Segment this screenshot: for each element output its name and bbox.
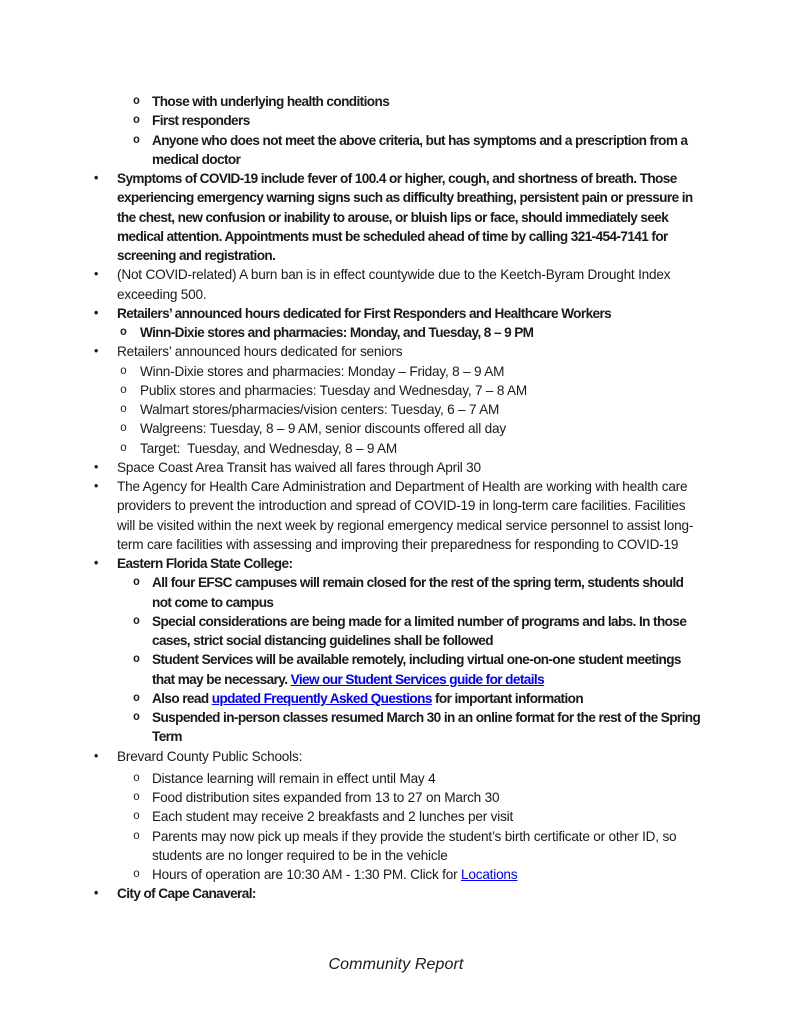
text-segment: Suspended in-person classes resumed March 30 in an online format for the rest of the Spring Term — [152, 710, 704, 745]
disc-bullet-icon: • — [94, 267, 99, 282]
text-segment: Student Services will be available remotely, including virtual one-on-one student meetings that may be necessary. — [152, 652, 685, 687]
text-segment: Eastern Florida State College: — [117, 556, 293, 571]
text-segment: Each student may receive 2 breakfasts and 2 lunches per visit — [152, 809, 514, 825]
list-item — [0, 554, 792, 573]
circle-bullet-icon: o — [120, 326, 127, 339]
text-segment: Food distribution sites expanded from 13 to 27 on March 30 — [152, 790, 500, 805]
list-item-text — [140, 400, 696, 419]
list-item — [0, 747, 792, 766]
list-item-text — [152, 827, 704, 866]
text-segment: Retailers’ announced hours dedicated for First Responders and Healthcare Workers — [117, 305, 612, 321]
list-item — [0, 477, 792, 554]
circle-bullet-icon: o — [133, 114, 140, 128]
list-item — [0, 265, 792, 304]
circle-bullet-icon: o — [133, 711, 140, 724]
disc-bullet-icon: • — [94, 459, 99, 474]
list-item-text — [117, 747, 707, 766]
bullet-list — [0, 92, 792, 904]
list-item — [0, 131, 792, 170]
list-item-text — [152, 769, 704, 788]
disc-bullet-icon: • — [94, 305, 99, 320]
circle-bullet-icon: o — [133, 576, 140, 590]
list-item — [0, 689, 792, 708]
text-segment: First responders — [152, 113, 250, 129]
list-item — [0, 807, 792, 826]
list-item-text — [152, 650, 704, 689]
circle-bullet-icon: o — [133, 95, 140, 108]
text-segment: (Not COVID-related) A burn ban is in effect countywide due to the Keetch-Byram Drought Index exceeding 500. — [117, 267, 674, 302]
text-segment: Retailers’ announced hours dedicated for seniors — [117, 344, 403, 360]
list-item — [0, 111, 792, 130]
circle-bullet-icon: o — [120, 441, 127, 455]
circle-bullet-icon: o — [133, 868, 140, 881]
list-item — [0, 381, 792, 400]
circle-bullet-icon: o — [120, 364, 127, 378]
text-segment: The Agency for Health Care Administration and Department of Health are working with health care providers to prevent the introduction and spread of COVID-19 in long-term care facilities. Facilities will be visited within the next week by regional emergency medical service personnel to assist long-term care facilities with assessing and improving their preparedness for responding to COVID-19 — [117, 479, 694, 552]
list-item — [0, 458, 792, 477]
list-item — [0, 788, 792, 807]
circle-bullet-icon: o — [133, 791, 140, 804]
text-segment: for important information — [431, 690, 584, 706]
circle-bullet-icon: o — [133, 829, 140, 843]
disc-bullet-icon: • — [94, 479, 99, 493]
list-item-text — [117, 265, 707, 304]
circle-bullet-icon: o — [120, 422, 127, 436]
list-item — [0, 304, 792, 323]
text-segment: City of Cape Canaveral: — [117, 886, 256, 902]
list-item — [0, 419, 792, 438]
list-item — [0, 323, 792, 342]
list-item-text — [152, 865, 704, 884]
list-item-text — [152, 111, 704, 130]
circle-bullet-icon: o — [120, 383, 127, 397]
disc-bullet-icon: • — [94, 886, 99, 901]
text-segment: Walmart stores/pharmacies/vision centers: Tuesday, 6 – 7 AM — [140, 402, 500, 417]
list-item-text — [140, 439, 696, 458]
disc-bullet-icon: • — [94, 748, 99, 763]
list-item — [0, 362, 792, 381]
footer-title: Community Report — [328, 956, 464, 973]
text-segment: Distance learning will remain in effect until May 4 — [152, 770, 436, 786]
locations-link[interactable]: Locations — [461, 867, 518, 882]
list-item — [0, 400, 792, 419]
list-item-text — [152, 689, 704, 708]
list-item-text — [152, 573, 704, 612]
circle-bullet-icon: o — [133, 133, 140, 147]
disc-bullet-icon: • — [94, 344, 99, 359]
list-item — [0, 612, 792, 651]
disc-bullet-icon: • — [94, 556, 99, 570]
text-segment: Special considerations are being made for a limited number of programs and labs. In those cases, strict social distancing guidelines shall be followed — [152, 613, 690, 648]
text-segment: Winn-Dixie stores and pharmacies: Monday, and Tuesday, 8 – 9 PM — [140, 325, 534, 340]
list-item-text — [140, 362, 696, 381]
list-item-text — [152, 131, 704, 170]
list-item — [0, 169, 792, 265]
list-item-text — [117, 304, 707, 323]
list-item — [0, 342, 792, 361]
list-item — [0, 769, 792, 788]
text-segment: Winn-Dixie stores and pharmacies: Monday – Friday, 8 – 9 AM — [140, 363, 505, 379]
text-segment: Brevard County Public Schools: — [117, 748, 303, 764]
text-segment: Walgreens: Tuesday, 8 – 9 AM, senior discounts offered all day — [140, 421, 506, 437]
circle-bullet-icon: o — [120, 403, 127, 416]
text-segment: Publix stores and pharmacies: Tuesday and Wednesday, 7 – 8 AM — [140, 382, 528, 398]
circle-bullet-icon: o — [133, 771, 140, 785]
disc-bullet-icon: • — [94, 171, 99, 185]
text-segment: Hours of operation are 10:30 AM - 1:30 PM. Click for — [152, 867, 461, 882]
faq-link[interactable]: updated Frequently Asked Questions — [211, 690, 432, 706]
text-segment: Target: Tuesday, and Wednesday, 8 – 9 AM — [140, 440, 398, 456]
list-item-text — [152, 612, 704, 651]
text-segment: Those with underlying health conditions — [152, 94, 390, 109]
list-item — [0, 650, 792, 689]
list-item — [0, 92, 792, 111]
list-item — [0, 708, 792, 747]
list-item-text — [152, 788, 704, 807]
list-item — [0, 827, 792, 866]
text-segment: All four EFSC campuses will remain closed for the rest of the spring term, students should not come to campus — [152, 575, 687, 610]
list-item-text — [140, 381, 696, 400]
text-segment: Also read — [152, 690, 212, 706]
list-item-text — [117, 342, 707, 361]
list-item-text — [117, 554, 707, 573]
text-segment: Anyone who does not meet the above criteria, but has symptoms and a prescription from a medical doctor — [152, 132, 691, 167]
list-item-text — [152, 92, 704, 111]
list-item-text — [140, 419, 696, 438]
student-services-guide-link[interactable]: View our Student Services guide for details — [290, 671, 545, 687]
list-item-text — [117, 169, 707, 265]
list-item — [0, 439, 792, 458]
list-item-text — [117, 458, 707, 477]
circle-bullet-icon: o — [133, 653, 140, 667]
list-item-text — [117, 477, 707, 554]
list-item — [0, 865, 792, 884]
circle-bullet-icon: o — [133, 614, 140, 628]
list-item-text — [152, 807, 704, 826]
list-item-text — [140, 323, 696, 342]
list-item — [0, 573, 792, 612]
circle-bullet-icon: o — [133, 691, 140, 705]
list-item — [0, 884, 792, 903]
text-segment: Space Coast Area Transit has waived all fares through April 30 — [117, 459, 481, 475]
text-segment: Parents may now pick up meals if they provide the student’s birth certificate or other ID, so students are no longer required to be in the vehicle — [152, 828, 680, 863]
circle-bullet-icon: o — [133, 810, 140, 824]
list-item-text — [152, 708, 704, 747]
list-item-text — [117, 884, 707, 903]
text-segment: Symptoms of COVID-19 include fever of 100.4 or higher, cough, and shortness of breath. Those experiencing emergency warning signs such as difficulty breathing, persistent pain or pressure in the chest, new confusion or inability to arouse, or bluish lips or face, should immediately seek medical attention. Appointments must be scheduled ahead of time by calling 321-454-7141 for screening and registration. — [117, 171, 696, 263]
